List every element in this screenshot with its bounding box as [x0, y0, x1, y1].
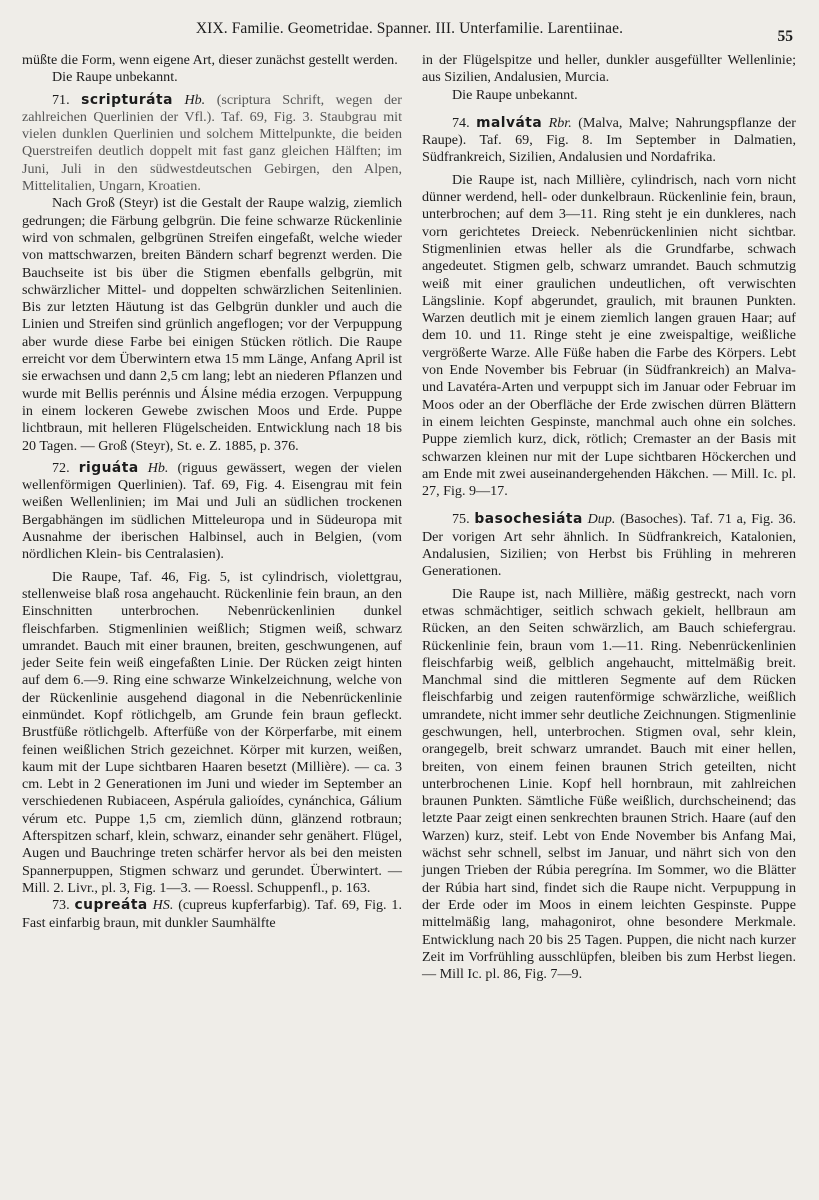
entry-text: (cupreus kupferfarbig). Taf. 69, Fig. 1. Fast einfarbig braun, mit dunkler Saumhälfte	[22, 897, 402, 931]
entry-text: (Malva, Malve; Nahrungspflanze der Raupe). Taf. 69, Fig. 8. Im September in Dalmatien, Südfrankreich, Sizilien, Andalusien und Nordafrika.	[422, 114, 796, 166]
paragraph: Die Raupe ist, nach Millière, mäßig gestreckt, nach vorn etwas schmächtiger, seitlich schwach gekielt, hellbraun am Rücken, an den Seiten schwärzlich, am Bauch schiefergrau. Rückenlinie fein, braun vom 1.—11. Ring. Nebenrückenlinien fleischfarbig weiß, gelblich angehaucht, mittelmäßig breit. Manchmal sind die mittleren Segmente auf dem Rücken fleischfarbig und zeigen rautenförmige schwärzliche, weißlich umrandete, nicht immer sehr deutliche Zeichnungen. Stigmenlinie geschwungen, hell, unterbrochen. Stigmen oval, sehr klein, orangegelb, breit schwarz umrandet. Bauch mit einer hellen, breiten, von einem feinen braunen Strich geteilten, nicht unterbrochenen Linie. Kopf hell hornbraun, mit zahlreichen braunen Punkten. Sämtliche Füße weißlich, durchscheinend; das letzte Paar zeigt einen senkrechten braunen Strich. Haare (auf den Warzen) kurz, steif. Lebt von Ende November bis Anfang Mai, wächst sehr schnell, selbst im Januar, und nährt sich von den jungen Trieben der Rúbia peregrína. Im Sommer, wo die Blätter der Rúbia hart sind, findet sich die Raupe nicht. Verpuppung in der Erde oder im Moos in einem leichten Gespinste. Puppe mittelmäßig lang, mahagonirot, ohne besondere Merkmale. Entwicklung nach 20 bis 25 Tagen. Puppen, die nicht nach kurzer Zeit im Vorfrühling ausschlüpfen, bleiben bis zum Herbst liegen. — Mill Ic. pl. 86, Fig. 7—9.	[422, 585, 796, 983]
entry-text: (scriptura Schrift, wegen der zahlreichen Querlinien der Vfl.). Taf. 69, Fig. 3. Staubgrau mit vielen dunklen Querlinien und solchem Mittelpunkte, die beiden Querstreifen deutlich doppelt mit fast ganz gleichen Hälften; im Juni, Juli in den südwestdeutschen Gebirgen, den Alpen, Mittelitalien, Ungarn, Kroatien.	[22, 91, 402, 195]
species-name: basochesiáta	[474, 511, 583, 528]
species-entry-72	[22, 460, 402, 564]
paragraph: Nach Groß (Steyr) ist die Gestalt der Raupe walzig, ziemlich gedrungen; die Färbung gelbgrün. Die feine schwarze Rückenlinie wird von schmalen, gelbgrünen Streifen eingefaßt, welche wieder von mattschwarzen, breiten Bändern scharf begrenzt werden. Die Bauchseite ist bis über die Stigmen ebenfalls gelbgrün, mit schwärzlicher Mittel- und doppelten schwärzlichen Seitenlinien. Bis zur letzten Häutung ist das Gelbgrün dunkler und auch die Linien und Streifen sind grünlich angeflogen; vor der Verpuppung aber wurde diese Farbe bei einigen Stücken rötlich. Die Raupe erreicht vor dem Überwintern etwa 15 mm Länge, Anfang April ist sie erwachsen und dann 2,5 cm lang; lebt an niederen Pflanzen und wurde mit Bellis perénnis und Álsine média erzogen. Verpuppung in einem lockeren Gewebe zwischen Moos und Erde. Puppe lichtbraun, mit helleren Flügelscheiden. Entwicklung nach 18 bis 20 Tagen. — Groß (Steyr), St. e. Z. 1885, p. 376.	[22, 195, 402, 454]
species-entry-75	[422, 511, 796, 580]
species-entry-71	[22, 92, 402, 196]
entry-text: (riguus gewässert, wegen der vielen wellenförmigen Querlinien). Taf. 69, Fig. 4. Eisengrau mit fein weißen Wellenlinien; im Mai und Juli an südlichen trockenen Bergabhängen im südlichen Mitteleuropa und in Südeuropa mit Ausnahme der iberischen Halbinsel, auch in Belgien, (vom nördlichen Klein- bis Centralasien).	[22, 459, 402, 563]
species-author: Dup.	[587, 511, 616, 528]
species-entry-73	[22, 897, 402, 932]
species-author: Rbr.	[548, 114, 572, 131]
species-name: riguáta	[78, 459, 139, 476]
paragraph: Die Raupe ist, nach Millière, cylindrisch, nach vorn nicht dünner werdend, hell- oder dunkelbraun. Rückenlinie fein, braun, unterbrochen; auf dem 3—11. Ring steht je ein dunkleres, nach vorn gerichtetes Dreieck. Nebenrückenlinien nicht sichtbar. Stigmenlinien etwas heller als die Grundfarbe, schwach angedeutet. Stigmen gelb, schwarz umrandet. Bauch schmutzig weiß mit einer graulichen undeutlichen, oft verwischten Längslinie. Kopf abgerundet, graulich, mit braunen Punkten. Warzen deutlich mit je einem ziemlich langen grauen Haar; auf dem 10. und 11. Ringe steht je eine zweispaltige, weißliche vergrößerte Warze. Alle Füße haben die Farbe des Körpers. Lebt von Ende November bis Februar (in Südfrankreich) an Malva- und Lavatéra-Arten und verpuppt sich im Januar oder Februar im Moos oder an der Oberfläche der Erde zwischen dürren Blättern in einem leichten Gespinste, manchmal auch ohne ein solches. Puppe ziemlich kurz, dick, rötlich; Cremaster an der Basis mit schwarzen kleinen nur mit der Lupe sichtbaren Höckerchen und am Ende mit zwei auseinandergehenden Häkchen. — Mill. Ic. pl. 27, Fig. 9—17.	[422, 171, 796, 500]
paragraph: in der Flügelspitze und heller, dunkler ausgefüllter Wellenlinie; aus Sizilien, Andalusien, Murcia.	[422, 52, 796, 86]
paragraph: Die Raupe unbekannt.	[452, 86, 578, 103]
paragraph: Die Raupe, Taf. 46, Fig. 5, ist cylindrisch, violettgrau, stellenweise blaß rosa angehaucht. Rückenlinie fein braun, an den Einschnitten unterbrochen. Nebenrückenlinien dunkel fleischfarben. Stigmenlinien weißlich; Stigmen weiß, schwarz umrandet. Bauch mit einer braunen, breiten, geschwungenen, auf jeder Seite fein weiß eingefaßten Linie. Der Rücken zeigt hinten auf dem 6.—9. Ring eine schwarze Winkelzeichnung, welche von der Rückenlinie ausgehend diagonal in die Nebenrückenlinie einmündet. Kopf rötlichgelb, am Grunde fein braun gefleckt. Brustfüße rötlichgelb. Afterfüße von der Körperfarbe, mit einem feinen weißlichen Strich gezeichnet. Körper mit kurzen, weißen, kaum mit der Lupe sichtbaren Haaren besetzt (Millière). — ca. 3 cm. Lebt in 2 Generationen im Juni und wieder im September an verschiedenen Rubiaceen, Aspérula galioídes, cynánchica, Gálium vérum etc. Puppe 1,5 cm, ziemlich dünn, glänzend rotbraun; Afterspitzen scharf, klein, schwarz, einander sehr genähert. Flügel, Augen und Bauchringe treten schärfer hervor als bei den meisten Spannerpuppen, Stigmen schwarz und gerundet. Überwintert. — Mill. 2. Livr., pl. 3, Fig. 1—3. — Roessl. Schuppenfl., p. 163.	[22, 568, 402, 896]
left-column	[22, 52, 402, 932]
species-entry-74	[422, 115, 796, 167]
right-column	[422, 52, 796, 983]
species-author: HS.	[152, 897, 174, 914]
species-author: Hb.	[147, 459, 169, 476]
species-name: cupreáta	[74, 897, 148, 914]
running-header: XIX. Familie. Geometridae. Spanner. III. Unterfamilie. Larentiinae.	[195, 20, 624, 37]
entry-number: 71.	[52, 91, 70, 108]
entry-number: 75.	[452, 511, 470, 528]
paragraph: Die Raupe unbekannt.	[52, 69, 178, 86]
species-name: malváta	[476, 114, 543, 131]
entry-text: (Basoches). Taf. 71 a, Fig. 36. Der vorigen Art sehr ähnlich. In Südfrankreich, Katalonien, Andalusien, Sizilien; von Herbst bis Frühling in mehreren Generationen.	[422, 511, 796, 580]
entry-number: 73.	[52, 897, 70, 914]
paragraph: müßte die Form, wenn eigene Art, dieser zunächst gestellt werden.	[22, 52, 398, 68]
species-author: Hb.	[184, 91, 206, 108]
species-name: scripturáta	[81, 91, 173, 108]
entry-number: 72.	[52, 459, 70, 476]
entry-number: 74.	[452, 114, 470, 131]
page-number: 55	[777, 28, 793, 45]
